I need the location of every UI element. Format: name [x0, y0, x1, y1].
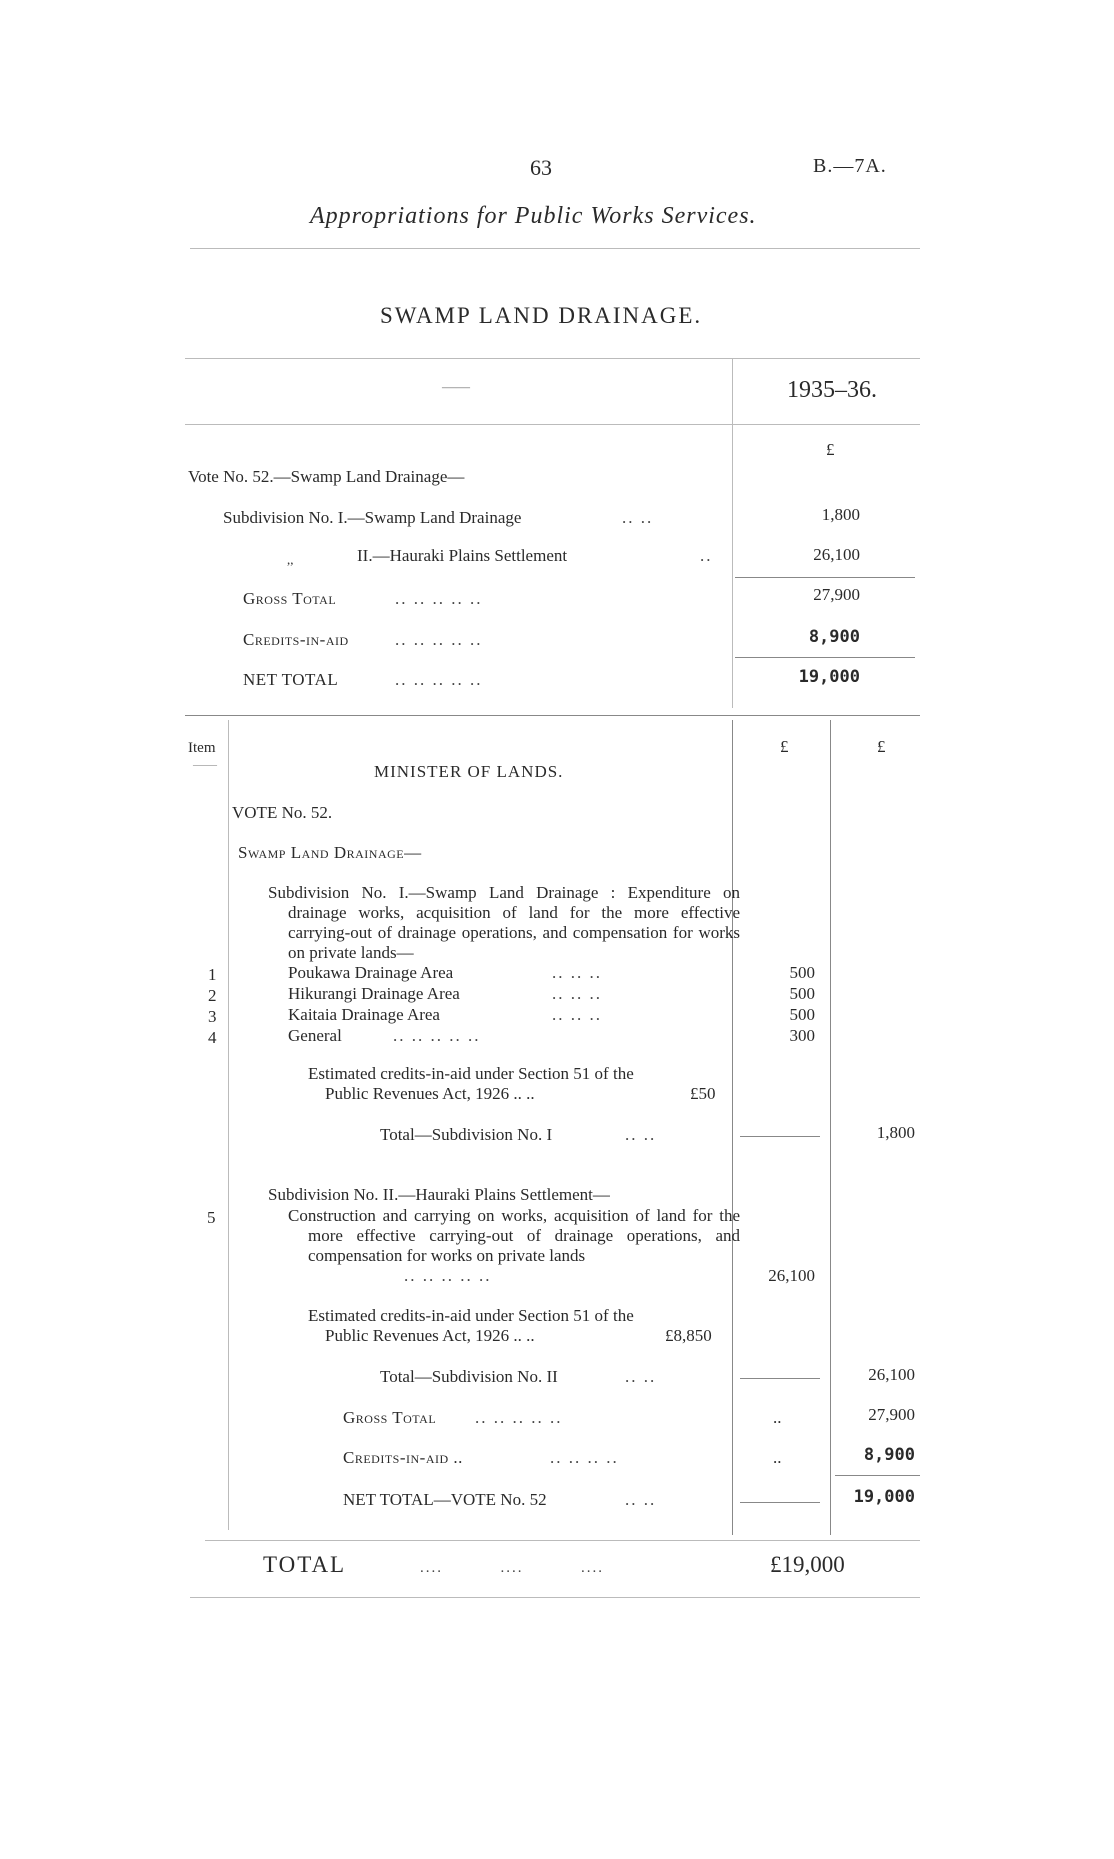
- summary-row-dots: .. ..: [622, 508, 654, 527]
- amount1-column-divider: [732, 720, 733, 1535]
- subdivision-1-total-dash: [740, 1136, 820, 1137]
- grand-total-bottom-rule: [190, 1597, 920, 1598]
- summary-top-rule: [185, 358, 920, 359]
- grand-total-top-rule: [205, 1540, 920, 1541]
- summary-column-divider: [732, 358, 733, 708]
- vote-net-dots: .. ..: [625, 1490, 657, 1509]
- subdivision-1-total-value: 1,800: [876, 1123, 915, 1142]
- amount2-currency: £: [877, 737, 886, 756]
- item-label: Poukawa Drainage Area: [288, 963, 454, 982]
- swamp-heading: Swamp Land Drainage—: [238, 843, 422, 862]
- summary-year-header: 1935–36.: [787, 377, 877, 403]
- subdivision-1-credits-line2: Public Revenues Act, 1926 .. ..: [325, 1084, 535, 1103]
- summary-row-dots: .. .. .. .. ..: [395, 670, 483, 689]
- subdivision-2-total-label: Total—Subdivision No. II: [380, 1367, 558, 1386]
- summary-row-dots: .. .. .. .. ..: [395, 630, 483, 649]
- item-column-header: Item: [188, 740, 216, 756]
- document-reference: B.—7A.: [813, 155, 887, 177]
- summary-header-rule: [185, 424, 920, 425]
- summary-column-dash: ——: [442, 380, 470, 395]
- grand-total-dots: .... .... ....: [420, 1560, 604, 1576]
- vote-net-label: NET TOTAL—VOTE No. 52: [343, 1490, 547, 1509]
- summary-row-value: 26,100: [813, 545, 860, 564]
- subdivision-1-description: Subdivision No. I.—Swamp Land Drainage : Expenditure on drainage works, acquisition of land for the more effective carrying-out of drainage operations, and compensation for works on private lands—: [268, 883, 740, 962]
- item-label: Hikurangi Drainage Area: [288, 984, 460, 1003]
- subdivision-2-total-dash: [740, 1378, 820, 1379]
- vote-gross-col1: ..: [773, 1408, 782, 1427]
- item-value: 500: [789, 984, 815, 1003]
- item-value: 300: [789, 1026, 815, 1045]
- summary-credits-label: Credits-in-aid: [243, 630, 349, 649]
- item-dots: .. .. ..: [552, 1005, 602, 1024]
- subdivision-2-credits-amount: £8,850: [665, 1326, 712, 1345]
- summary-subtotal-rule: [735, 577, 915, 578]
- vote-heading: VOTE No. 52.: [232, 803, 333, 822]
- summary-gross-value: 27,900: [813, 585, 860, 604]
- grand-total-label: TOTAL: [263, 1552, 347, 1577]
- vote-credits-dots: .. .. .. ..: [550, 1448, 619, 1467]
- summary-row-ditto: ,,: [287, 552, 294, 567]
- item-column-header-dash: ——: [193, 757, 217, 771]
- subdivision-2-total-value: 26,100: [868, 1365, 915, 1384]
- summary-row-value: 1,800: [821, 505, 860, 524]
- subdivision-1-total-dots: .. ..: [625, 1125, 657, 1144]
- vote-net-rule: [835, 1475, 920, 1476]
- subdivision-2-description: Construction and carrying on works, acquisition of land for the more effective carrying-out of drainage operations, and compensation for works on private lands: [288, 1206, 740, 1265]
- header-rule: [190, 248, 920, 249]
- item-number: 5: [207, 1208, 216, 1227]
- summary-net-label: NET TOTAL: [243, 670, 339, 689]
- subdivision-2-dots: .. .. .. .. ..: [400, 1266, 492, 1286]
- summary-row-label: II.—Hauraki Plains Settlement: [357, 546, 568, 565]
- item-label: Kaitaia Drainage Area: [288, 1005, 440, 1024]
- amount1-currency: £: [780, 737, 789, 756]
- item-value: 500: [789, 1005, 815, 1024]
- vote-credits-col1: ..: [773, 1448, 782, 1467]
- summary-vote-line: Vote No. 52.—Swamp Land Drainage—: [188, 467, 465, 486]
- section-title: SWAMP LAND DRAINAGE.: [380, 303, 703, 328]
- item-dots: .. .. ..: [552, 984, 602, 1003]
- vote-credits-label: Credits-in-aid ..: [343, 1448, 463, 1467]
- item-number: 2: [208, 986, 217, 1005]
- page-number: 63: [530, 155, 552, 180]
- minister-heading: MINISTER OF LANDS.: [374, 762, 564, 781]
- item-column-divider: [228, 720, 229, 1530]
- item-number: 3: [208, 1007, 217, 1026]
- subdivision-2-value: 26,100: [768, 1266, 815, 1285]
- subdivision-1-credits-amount: £50: [690, 1084, 716, 1103]
- item-label: General: [288, 1026, 342, 1045]
- vote-gross-dots: .. .. .. .. ..: [475, 1408, 563, 1427]
- amount2-column-divider: [830, 720, 831, 1535]
- subdivision-1-credits-line1: Estimated credits-in-aid under Section 51 of the: [308, 1064, 634, 1083]
- vote-net-dash: [740, 1502, 820, 1503]
- vote-net-value: 19,000: [853, 1487, 915, 1507]
- subdivision-2-credits-line2: Public Revenues Act, 1926 .. ..: [325, 1326, 535, 1345]
- item-dots: .. .. .. .. ..: [393, 1026, 481, 1045]
- summary-row-label: Subdivision No. I.—Swamp Land Drainage: [223, 508, 522, 527]
- vote-credits-value: 8,900: [863, 1445, 915, 1465]
- item-number: 1: [208, 965, 217, 984]
- subdivision-2-total-dots: .. ..: [625, 1367, 657, 1386]
- subdivision-2-heading: Subdivision No. II.—Hauraki Plains Settlement—: [268, 1185, 610, 1204]
- summary-net-value: 19,000: [798, 667, 860, 687]
- summary-net-rule: [735, 657, 915, 658]
- item-number: 4: [208, 1028, 217, 1047]
- running-title: Appropriations for Public Works Services.: [310, 203, 757, 229]
- detail-top-rule: [185, 715, 920, 716]
- summary-currency: £: [826, 440, 835, 459]
- subdivision-1-total-label: Total—Subdivision No. I: [380, 1125, 553, 1144]
- item-value: 500: [789, 963, 815, 982]
- summary-row-dots: .. .. .. .. ..: [395, 589, 483, 608]
- summary-credits-value: 8,900: [808, 627, 860, 647]
- item-dots: .. .. ..: [552, 963, 602, 982]
- summary-row-dots: ..: [700, 546, 713, 565]
- vote-gross-value: 27,900: [868, 1405, 915, 1424]
- summary-gross-label: Gross Total: [243, 589, 337, 608]
- vote-gross-label: Gross Total: [343, 1408, 437, 1427]
- subdivision-2-credits-line1: Estimated credits-in-aid under Section 51 of the: [308, 1306, 634, 1325]
- grand-total-value: £19,000: [770, 1552, 845, 1577]
